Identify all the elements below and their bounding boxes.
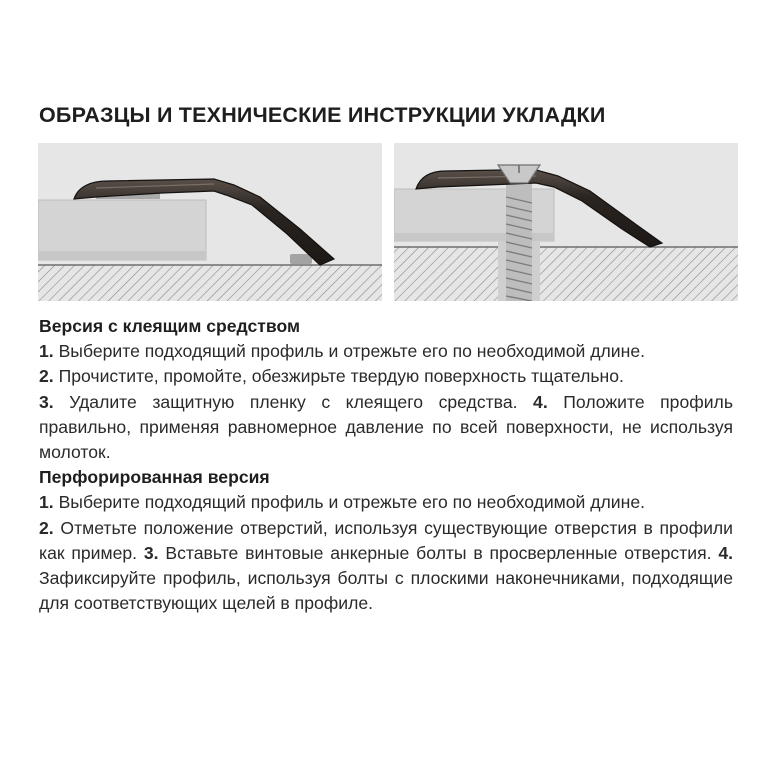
step-text: Прочистите, промойте, обезжирьте твердую поверхность тщательно. <box>53 366 624 387</box>
instructions <box>39 314 733 616</box>
adhesive-steps <box>39 339 733 465</box>
step-number: 1. <box>39 492 54 513</box>
step-text: Выберите подходящий профиль и отрежьте его по необходимой длине. <box>53 492 646 513</box>
step-number: 2. <box>39 366 54 387</box>
step-number: 2. <box>39 517 54 538</box>
step-text: Выберите подходящий профиль и отрежьте его по необходимой длине. <box>53 341 646 362</box>
step-text: Удалите защитную пленку с клеящего средства. <box>53 391 534 412</box>
adhesive-installation-diagram <box>38 143 382 301</box>
step-text: Вставьте винтовые анкерные болты в просверленные отверстия. <box>158 542 719 563</box>
step-number: 3. <box>143 542 159 563</box>
step-text: Положите профиль правильно, применяя равномерное давление по всей поверхности, не используя молоток. <box>39 391 733 463</box>
page-title: ОБРАЗЦЫ И ТЕХНИЧЕСКИЕ ИНСТРУКЦИИ УКЛАДКИ <box>39 103 606 127</box>
step-text: Зафиксируйте профиль, используя болты с плоскими наконечниками, подходящие для соответствующих щелей в профиле. <box>39 568 733 614</box>
perforated-steps <box>39 490 733 616</box>
section-heading-adhesive: Версия с клеящим средством <box>39 316 301 336</box>
step-number: 4. <box>533 391 548 412</box>
step-number: 1. <box>39 341 54 362</box>
section-heading-perforated: Перфорированная версия <box>39 467 270 488</box>
perforated-installation-diagram <box>394 143 738 301</box>
step-number: 3. <box>39 391 54 412</box>
step-text: Отметьте положение отверстий, используя существующие отверстия в профили как пример. <box>39 517 733 563</box>
step-number: 4. <box>718 542 733 563</box>
